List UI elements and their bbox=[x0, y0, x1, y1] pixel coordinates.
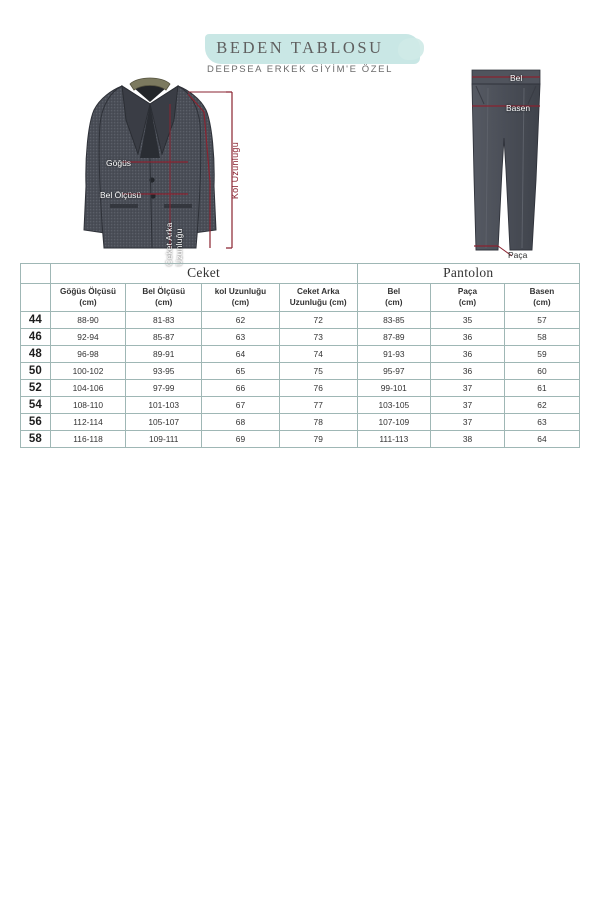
cell-sleeve: 65 bbox=[202, 363, 280, 380]
cell-back-length: 72 bbox=[279, 312, 357, 329]
column-header-back-length-line2: Uzunluğu (cm) bbox=[289, 297, 347, 307]
cell-waist: 89-91 bbox=[126, 346, 202, 363]
table-group-header-row bbox=[21, 264, 580, 284]
cell-waist: 93-95 bbox=[126, 363, 202, 380]
row-size: 58 bbox=[21, 431, 51, 448]
pants-leg-opening-label: Paça bbox=[508, 250, 528, 260]
cell-leg-opening: 35 bbox=[431, 312, 505, 329]
table-row bbox=[21, 380, 580, 397]
cell-chest: 92-94 bbox=[50, 329, 126, 346]
cell-chest: 108-110 bbox=[50, 397, 126, 414]
cell-sleeve: 62 bbox=[202, 312, 280, 329]
table-row bbox=[21, 431, 580, 448]
pants-illustration bbox=[452, 60, 562, 260]
column-header-leg-opening-line2: (cm) bbox=[458, 297, 477, 307]
size-table bbox=[20, 263, 580, 448]
cell-sleeve: 69 bbox=[202, 431, 280, 448]
row-size: 46 bbox=[21, 329, 51, 346]
cell-hip: 57 bbox=[504, 312, 579, 329]
cell-back-length: 79 bbox=[279, 431, 357, 448]
cell-back-length: 78 bbox=[279, 414, 357, 431]
cell-pants-waist: 107-109 bbox=[357, 414, 430, 431]
cell-waist: 105-107 bbox=[126, 414, 202, 431]
column-header-chest bbox=[50, 284, 126, 312]
cell-back-length: 75 bbox=[279, 363, 357, 380]
cell-back-length: 77 bbox=[279, 397, 357, 414]
cell-leg-opening: 36 bbox=[431, 346, 505, 363]
row-size: 54 bbox=[21, 397, 51, 414]
page-subtitle: DEEPSEA ERKEK GİYİM'E ÖZEL bbox=[207, 64, 393, 75]
cell-chest: 104-106 bbox=[50, 380, 126, 397]
cell-sleeve: 66 bbox=[202, 380, 280, 397]
cell-pants-waist: 111-113 bbox=[357, 431, 430, 448]
column-header-back-length bbox=[279, 284, 357, 312]
table-row bbox=[21, 414, 580, 431]
cell-chest: 88-90 bbox=[50, 312, 126, 329]
cell-hip: 64 bbox=[504, 431, 579, 448]
column-header-hip-line2: (cm) bbox=[533, 297, 551, 307]
group-header-pants: Pantolon bbox=[357, 264, 579, 284]
cell-pants-waist: 99-101 bbox=[357, 380, 430, 397]
jacket-chest-label: Göğüs bbox=[106, 158, 132, 168]
column-header-sleeve bbox=[202, 284, 280, 312]
table-row bbox=[21, 397, 580, 414]
column-header-pants-waist bbox=[357, 284, 430, 312]
cell-back-length: 74 bbox=[279, 346, 357, 363]
jacket-waist-label: Bel Ölçüsü bbox=[100, 190, 142, 200]
cell-leg-opening: 37 bbox=[431, 414, 505, 431]
illustration-area bbox=[0, 56, 600, 266]
column-header-waist-line1: Bel Ölçüsü bbox=[142, 287, 186, 297]
jacket-svg bbox=[60, 62, 240, 262]
row-size: 56 bbox=[21, 414, 51, 431]
cell-hip: 58 bbox=[504, 329, 579, 346]
cell-waist: 85-87 bbox=[126, 329, 202, 346]
group-header-blank bbox=[21, 264, 51, 284]
cell-chest: 112-114 bbox=[50, 414, 126, 431]
pants-svg bbox=[452, 60, 562, 260]
cell-chest: 100-102 bbox=[50, 363, 126, 380]
column-header-chest-line1: Göğüs Ölçüsü bbox=[60, 287, 116, 297]
column-header-sleeve-line2: (cm) bbox=[231, 297, 250, 307]
column-header-chest-line2: (cm) bbox=[79, 297, 97, 307]
cell-hip: 63 bbox=[504, 414, 579, 431]
cell-sleeve: 68 bbox=[202, 414, 280, 431]
pants-hip-label: Basen bbox=[506, 103, 531, 113]
cell-leg-opening: 38 bbox=[431, 431, 505, 448]
column-header-pants-waist-line1: Bel bbox=[387, 287, 401, 297]
column-header-hip bbox=[504, 284, 579, 312]
row-size: 48 bbox=[21, 346, 51, 363]
cell-leg-opening: 36 bbox=[431, 329, 505, 346]
column-header-leg-opening bbox=[431, 284, 505, 312]
page-title: BEDEN TABLOSU bbox=[216, 38, 384, 57]
jacket-back-length-label: Ceket Arka Uzunluğu bbox=[164, 222, 184, 266]
column-header-hip-line1: Basen bbox=[529, 287, 555, 297]
table-column-header-row bbox=[21, 284, 580, 312]
cell-waist: 97-99 bbox=[126, 380, 202, 397]
cell-pants-waist: 83-85 bbox=[357, 312, 430, 329]
column-header-waist-line2: (cm) bbox=[155, 297, 173, 307]
row-size: 44 bbox=[21, 312, 51, 329]
cell-hip: 60 bbox=[504, 363, 579, 380]
table-row bbox=[21, 363, 580, 380]
cell-chest: 116-118 bbox=[50, 431, 126, 448]
cell-sleeve: 67 bbox=[202, 397, 280, 414]
column-header-back-length-line1: Ceket Arka bbox=[296, 287, 340, 297]
column-header-size bbox=[21, 284, 51, 312]
cell-hip: 59 bbox=[504, 346, 579, 363]
cell-leg-opening: 36 bbox=[431, 363, 505, 380]
cell-sleeve: 64 bbox=[202, 346, 280, 363]
table-row bbox=[21, 312, 580, 329]
column-header-leg-opening-line1: Paça bbox=[457, 287, 478, 297]
cell-pants-waist: 95-97 bbox=[357, 363, 430, 380]
column-header-pants-waist-line2: (cm) bbox=[385, 297, 403, 307]
size-table-container bbox=[20, 263, 580, 448]
jacket-sleeve-length-label: Kol Uzunluğu bbox=[230, 142, 240, 200]
cell-waist: 101-103 bbox=[126, 397, 202, 414]
row-size: 52 bbox=[21, 380, 51, 397]
cell-back-length: 73 bbox=[279, 329, 357, 346]
cell-waist: 81-83 bbox=[126, 312, 202, 329]
cell-pants-waist: 87-89 bbox=[357, 329, 430, 346]
jacket-illustration bbox=[60, 62, 240, 262]
group-header-jacket: Ceket bbox=[50, 264, 357, 284]
cell-pants-waist: 91-93 bbox=[357, 346, 430, 363]
cell-leg-opening: 37 bbox=[431, 397, 505, 414]
cell-back-length: 76 bbox=[279, 380, 357, 397]
column-header-waist bbox=[126, 284, 202, 312]
cell-pants-waist: 103-105 bbox=[357, 397, 430, 414]
cell-hip: 61 bbox=[504, 380, 579, 397]
table-row bbox=[21, 329, 580, 346]
cell-waist: 109-111 bbox=[126, 431, 202, 448]
column-header-sleeve-line1: kol Uzunluğu bbox=[214, 287, 267, 297]
cell-sleeve: 63 bbox=[202, 329, 280, 346]
table-row bbox=[21, 346, 580, 363]
pants-waist-label: Bel bbox=[510, 73, 523, 83]
row-size: 50 bbox=[21, 363, 51, 380]
cell-hip: 62 bbox=[504, 397, 579, 414]
cell-chest: 96-98 bbox=[50, 346, 126, 363]
cell-leg-opening: 37 bbox=[431, 380, 505, 397]
